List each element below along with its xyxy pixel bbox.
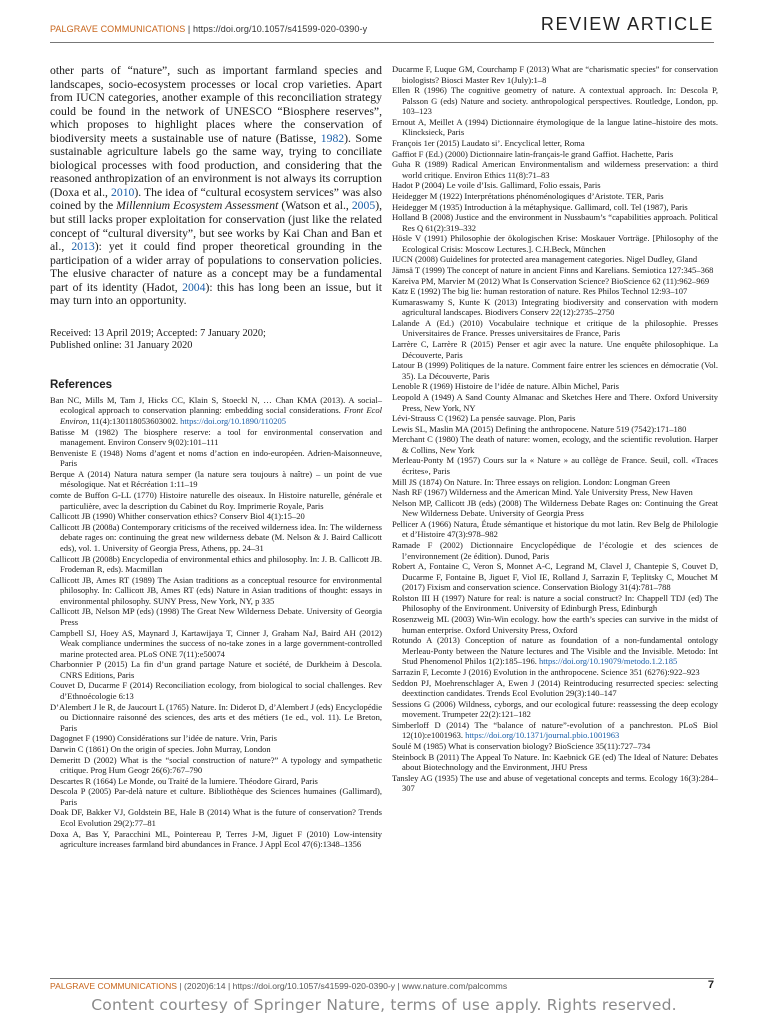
reference-list-right xyxy=(392,64,718,794)
footer-journal[interactable]: PALGRAVE COMMUNICATIONS xyxy=(50,981,178,991)
citation-link[interactable]: 2005 xyxy=(351,199,376,213)
page-footer xyxy=(50,981,714,995)
page-number: 7 xyxy=(707,979,714,991)
reference-item: D’Alembert J le R, de Jaucourt L (1765) Nature. In: Diderot D, d’Alembert J (eds) Encyclopédie ou Dictionnaire raisonné des sciences, des arts et des métiers (1e ed., vol. 11). Le Breton, Paris xyxy=(50,701,382,733)
reference-item: Descola P (2005) Par-delà nature et culture. Bibliothèque des Sciences humaines (Gallimard), Paris xyxy=(50,786,382,807)
reference-item: Callicott JB (1990) Whither conservation ethics? Conserv Biol 4(1):15–20 xyxy=(50,511,305,522)
reference-item: François 1er (2015) Laudato si’. Encyclical letter, Roma xyxy=(392,138,585,149)
reference-item: Nash RF (1967) Wilderness and the American Mind. Yale University Press, New Haven xyxy=(392,487,693,498)
reference-item: Rotundo A (2013) Conception of nature as foundation of a non-fundamental ontology Merleau-Ponty between the Nature lectures and The Visible and the Invisible. Metodo: Int Stud Phenomenol Philos 1(2):185–196. https://doi.org/10.19079/metodo.1.2.185 xyxy=(392,635,718,667)
reference-item: Merleau-Ponty M (1957) Cours sur la « Nature » au collège de France. Seuil, coll. «Traces écrites», Paris xyxy=(392,455,718,476)
reference-item: Doak DF, Bakker VJ, Goldstein BE, Hale B (2014) What is the future of conservation? Trends Ecol Evolution 29(2):77–81 xyxy=(50,807,382,828)
reference-item: Lewis SL, Maslin MA (2015) Defining the anthropocene. Nature 519 (7542):171–180 xyxy=(392,423,687,434)
reference-item: Hadot P (2004) Le voile d’Isis. Gallimard, Folio essais, Paris xyxy=(392,180,601,191)
reference-item: Nelson MP, Callicott JB (eds) (2008) The Wilderness Debate Rages on: Continuing the Great New Wilderness Debate. University of Georgia Press xyxy=(392,497,718,519)
reference-item: Berque A (2014) Natura natura semper (la nature sera toujours à naître) – un point de vue mésologique. Nat et Récréation 1:11–19 xyxy=(50,468,382,490)
reference-item: Mill JS (1874) On Nature. In: Three essays on religion. London: Longman Green xyxy=(392,476,671,487)
reference-item: Callicott JB, Ames RT (1989) The Asian traditions as a conceptual resource for environmental philosophy. In: Callicott JB, Ames RT (eds) Nature in Asian traditions of thought: essays in environmental philosophy. SUNY Press, New York, NY, p 335 xyxy=(50,574,382,606)
citation-link[interactable]: 2013 xyxy=(71,240,95,254)
reference-item: Lalande A (Ed.) (2010) Vocabulaire technique et critique de la philosophie. Presses Universitaires de France. Presses universitaires de France, Paris xyxy=(392,317,718,339)
citation-link[interactable]: 1982 xyxy=(320,131,345,145)
reference-item: Darwin C (1861) On the origin of species. John Murray, London xyxy=(50,743,271,754)
reference-item: Ernout A, Meillet A (1994) Dictionnaire étymologique de la langue latine–histoire des mots. Klincksieck, Paris xyxy=(392,116,718,138)
reference-item: Katz E (1992) The big lie: human restoration of nature. Res Philos Technol 12:93–107 xyxy=(392,286,688,297)
running-head xyxy=(50,24,367,34)
reference-item: Seddon PJ, Moehrenschlager A, Ewen J (2014) Reintroducing resurrected species: selecting deextinction candidates. Trends Ecol Evolution 29(3):140–147 xyxy=(392,677,718,699)
reference-item: Gaffiot F (Ed.) (2000) Dictionnaire latin-français-le grand Gaffiot. Hachette, Paris xyxy=(392,148,674,159)
reference-item: Guha R (1989) Radical American Environmentalism and wilderness preservation: a third world critique. Environ Ethics 11(8):71–83 xyxy=(392,159,718,180)
reference-item: Couvet D, Ducarme F (2014) Reconciliation ecology, from biological to social challenges. Rev d’Ethnoécologie 6:13 xyxy=(50,680,382,702)
doi-link[interactable]: https://doi.org/10.1371/journal.pbio.1001963 xyxy=(465,730,620,741)
reference-item: Robert A, Fontaine C, Veron S, Monnet A-C, Legrand M, Clavel J, Chantepie S, Couvet D, Ducarme F, Fontaine B, Jiguet F, Viol IE, Rolland J, Sarrazin F, Teplitsky C, Mouchet M (2017) Fixism and conservation science. Conservation Biology 31(4):781–788 xyxy=(392,561,718,593)
left-column xyxy=(50,64,382,850)
reference-item: Demeritt D (2002) What is the “social construction of nature?” A typology and sympathetic critique. Prog Hum Geogr 26(6):767–790 xyxy=(50,754,382,776)
reference-item: Tansley AG (1935) The use and abuse of vegetational concepts and terms. Ecology 16(3):284–307 xyxy=(392,772,718,794)
reference-item: Sessions G (2006) Wildness, cyborgs, and our ecological future: reassessing the deep ecology movement. Trumpeter 22(2):121–182 xyxy=(392,698,718,720)
body-paragraph: other parts of “nature”, such as important farmland species and landscapes, socio-ecosystem processes or local crop varieties. Apart from IUCN categories, another example of this reconciliation strategy could be found in the network of UNESCO “Biosphere reserves”, which proposes to highlight places where the conservation of biodiversity meets a sustainable use of nature (Batisse, 1982). Some sustainable agriculture labels go the same way, trying to conciliate biological processes with food production, and considering that the reasoned anthropization of an environment is not always its corruption (Doxa et al., 2010). The idea of “cultural ecosystem services” was also coined by the Millennium Ecosystem Assessment (Watson et al., 2005), but still lacks proper exploitation for conservation (just like the related concept of “cultural diversity”, but see works by Kai Chan and Ban et al., 2013): yet it could find proper theoretical grounding in the participation of a wider array of populations to conservation policies. The elusive character of nature as a concept may be a fundamental part of its identity (Hadot, 2004): this has long been an issue, but it may turn into an opportunity. xyxy=(50,64,383,308)
reference-item: Sarrazin F, Lecomte J (2016) Evolution in the anthropocene. Science 351 (6276):922–923 xyxy=(392,666,700,677)
reference-item: Lenoble R (1969) Histoire de l’idée de nature. Albin Michel, Paris xyxy=(392,381,619,392)
reference-item: Rosenzweig ML (2003) Win-Win ecology. how the earth’s species can survive in the midst of human enterprise. Oxford University Press, Oxford xyxy=(392,614,718,635)
reference-item: Lévi-Strauss C (1962) La pensée sauvage. Plon, Paris xyxy=(392,413,576,424)
reference-item: Callicott JB (2008a) Contemporary criticisms of the received wilderness idea. In: The wilderness debate rages on: continuing the great new wilderness debate (M. Nelson & J. Baird Callicott eds), vol. 1. University of Georgia Press, Athens, pp. 24–31 xyxy=(50,521,382,553)
doi-link[interactable]: https://doi.org/10.1890/110205 xyxy=(180,416,287,426)
page-header xyxy=(50,8,714,38)
reference-item: Ellen R (1996) The cognitive geometry of nature. A contextual approach. In: Descola P, Palsson G (eds) Nature and society. anthropological perspectives. Routledge, London, pp. 103–123 xyxy=(392,85,718,117)
references-heading: References xyxy=(50,378,113,391)
reference-item: Campbell SJ, Hoey AS, Maynard J, Kartawijaya T, Cinner J, Graham NaJ, Baird AH (2012) Weak compliance undermines the success of no-take zones in a large government-controlled marine protected area. PLoS ONE 7(11):e50074 xyxy=(50,627,382,659)
reference-item: Kareiva PM, Marvier M (2012) What Is Conservation Science? BioScience 62 (11):962–969 xyxy=(392,275,710,286)
reference-item: Hösle V (1991) Philosophie der ökologischen Krise: Moskauer Vorträge. [Philosophy of the Ecological Crisis: Moscow Lectures.]. C.H.Beck, München xyxy=(392,233,718,254)
reference-item: comte de Buffon G-LL (1770) Histoire naturelle des oiseaux. In Histoire naturelle, générale et particulière, avec la description du Cabinet du Roy. Imprimerie Royale, Paris xyxy=(50,490,382,511)
citation-link[interactable]: 2010 xyxy=(111,185,135,199)
footer-rule xyxy=(50,978,714,979)
courtesy-watermark: Content courtesy of Springer Nature, terms of use apply. Rights reserved. xyxy=(91,996,677,1014)
reference-item: Heidegger M (1922) Interprétations phénoménologiques d’Aristote. TER, Paris xyxy=(392,190,664,201)
reference-item: IUCN (2008) Guidelines for protected area management categories. Nigel Dudley, Gland xyxy=(392,254,698,265)
reference-item: Jämsä T (1999) The concept of nature in ancient Finns and Karelians. Semiotica 127:345–368 xyxy=(392,264,714,275)
reference-item: Latour B (1999) Politiques de la nature. Comment faire entrer les sciences en démocratie (Vol. 35). La Découverte, Paris xyxy=(392,360,718,381)
header-separator: | xyxy=(185,24,193,34)
reference-item: Kumaraswamy S, Kunte K (2013) Integrating biodiversity and conservation with modern agricultural landscapes. Biodivers Conserv 22(12):2735–2750 xyxy=(392,296,718,318)
right-column xyxy=(392,64,718,794)
reference-item: Descartes R (1664) Le Monde, ou Traité de la lumiere. Théodore Girard, Paris xyxy=(50,775,318,786)
reference-item: Dagognet F (1990) Considérations sur l’idée de nature. Vrin, Paris xyxy=(50,733,277,744)
header-doi-link[interactable]: https://doi.org/10.1057/s41599-020-0390-y xyxy=(192,24,368,34)
reference-item: Larrère C, Larrère R (2015) Penser et agir avec la nature. Une enquête philosophique. La Découverte, Paris xyxy=(392,339,718,360)
reference-item: Batisse M (1982) The biosphere reserve: a tool for environmental conservation and management. Environ Conserv 9(02):101–111 xyxy=(50,426,382,448)
header-rule xyxy=(50,42,714,43)
received-accepted: Received: 13 April 2019; Accepted: 7 January 2020; xyxy=(50,327,266,339)
reference-item: Merchant C (1980) The death of nature: women, ecology, and the scientific revolution. Harper & Collins, New York xyxy=(392,434,718,455)
published-online: Published online: 31 January 2020 xyxy=(50,340,193,352)
reference-item: Ramade F (2002) Dictionnaire Encyclopédique de l’écologie et des sciences de l’environnement (2e édition). Dunod, Paris xyxy=(392,540,718,561)
citation-link[interactable]: 2004 xyxy=(182,280,206,294)
journal-name[interactable]: PALGRAVE COMMUNICATIONS xyxy=(50,24,186,34)
reference-item: Callicott JB (2008b) Encyclopedia of environmental ethics and philosophy. In: J. B. Callicott JB. Frodeman R, eds). Macmillan xyxy=(50,553,382,575)
doi-link[interactable]: https://doi.org/10.19079/metodo.1.2.185 xyxy=(539,656,678,667)
article-dates xyxy=(50,328,382,353)
reference-item: Rolston III H (1997) Nature for real: is nature a social construct? In: Chappell TDJ (ed) The Philosophy of the Environment. University of Edinburgh Press, Edinburgh xyxy=(392,592,718,614)
reference-item: Benveniste E (1948) Noms d’agent et noms d’action en indo-européen. Adrien-Maisonneuve, Paris xyxy=(50,447,382,469)
reference-list-left xyxy=(50,395,382,850)
footer-info: | (2020)6:14 | https://doi.org/10.1057/s41599-020-0390-y | www.nature.com/palcomms xyxy=(177,981,508,991)
article-type: REVIEW ARTICLE xyxy=(540,14,714,34)
reference-item: Callicott JB, Nelson MP (eds) (1998) The Great New Wilderness Debate. University of Georgia Press xyxy=(50,606,382,627)
reference-item: Soulé M (1985) What is conservation biology? BioScience 35(11):727–734 xyxy=(392,741,651,751)
reference-item: Charbonnier P (2015) La fin d’un grand partage Nature et société, de Durkheim à Descola. CNRS Editions, Paris xyxy=(50,659,382,680)
reference-item: Doxa A, Bas Y, Paracchini ML, Pointereau P, Terres J-M, Jiguet F (2010) Low-intensity agriculture increases farmland bird abundances in France. J Appl Ecol 47(6):1348–1356 xyxy=(50,828,382,850)
reference-item: Heidegger M (1935) Introduction à la métaphysique. Gallimard, coll. Tel (1987), Paris xyxy=(392,201,688,212)
reference-item: Steinbock B (2011) The Appeal To Nature. In: Kaebnick GE (ed) The Ideal of Nature: Debates about Biotechnology and the Environment, JHU Press xyxy=(392,751,718,773)
reference-item: Simberloff D (2014) The “balance of nature”-evolution of a panchreston. PLoS Biol 12(10):e1001963. https://doi.org/10.1371/journal.pbio.1001963 xyxy=(392,719,718,741)
reference-item: Ducarme F, Luque GM, Courchamp F (2013) What are “charismatic species” for conservation biologists? Biosci Master Rev 1(July):1–8 xyxy=(392,64,718,85)
reference-item: Leopold A (1949) A Sand County Almanac and Sketches Here and There. Oxford University Press, New York, NY xyxy=(392,391,718,413)
reference-item: Pellicer A (1966) Natura, Étude sémantique et historique du mot latin. Rev Belg de Philologie et d’Histoire 47(3):978–982 xyxy=(392,518,718,540)
reference-item: Holland B (2008) Justice and the environment in Nussbaum’s “capabilities approach. Political Res Q 61(2):319–332 xyxy=(392,212,718,233)
reference-item: Ban NC, Mills M, Tam J, Hicks CC, Klain S, Stoeckl N, … Chan KMA (2013). A social–ecological approach to conservation planning: embedding social considerations. Front Ecol Environ, 11(4):130118053603002. https://doi.org/10.1890/110205 xyxy=(50,394,382,426)
